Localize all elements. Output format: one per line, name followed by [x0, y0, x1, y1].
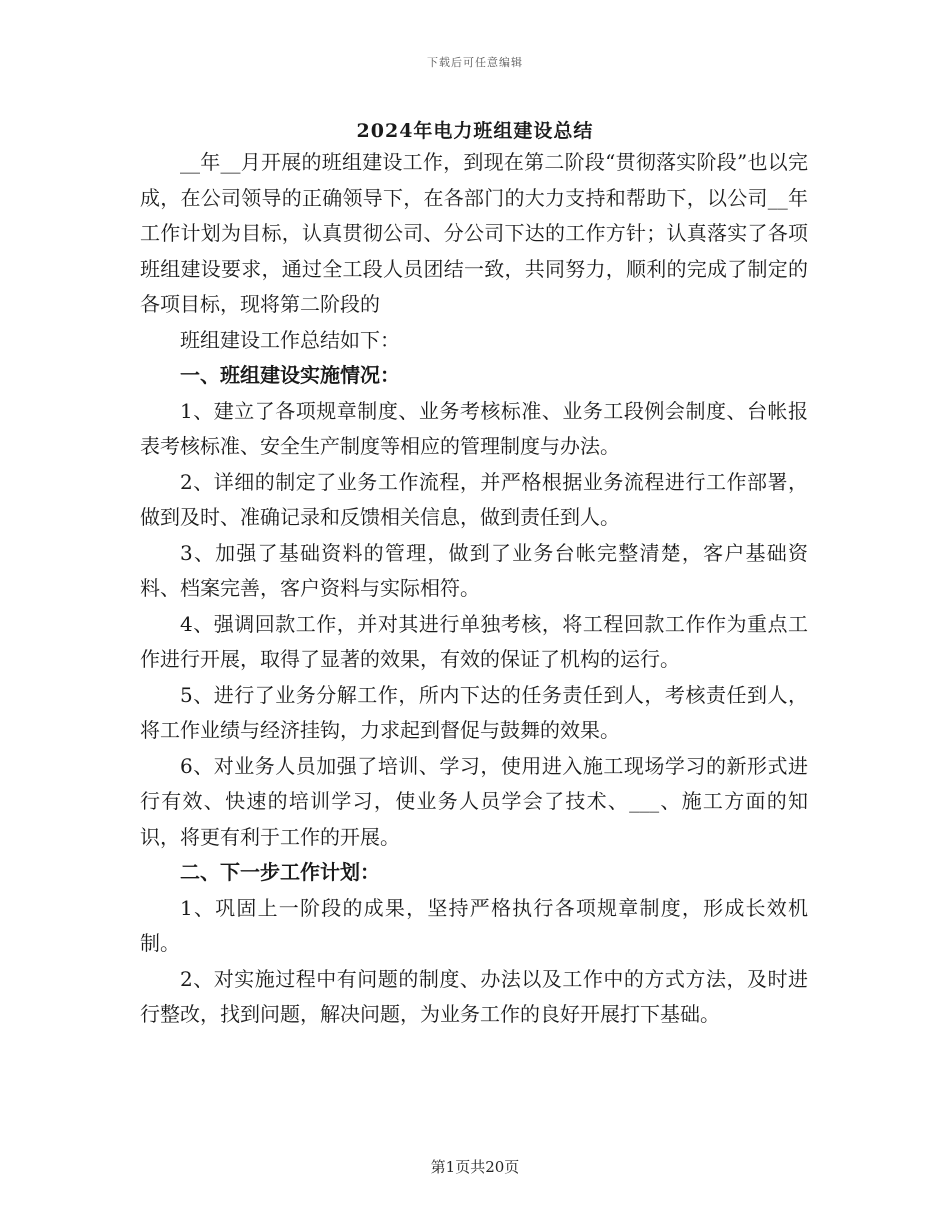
- section-2-heading: 二、下一步工作计划：: [180, 860, 380, 884]
- section-2-item: 1、巩固上一阶段的成果，坚持严格执行各项规章制度，形成长效机制。: [140, 895, 808, 955]
- document-body: [140, 145, 808, 1033]
- section-1-item: 6、对业务人员加强了培训、学习，使用进入施工现场学习的新形式进行有效、快速的培训学习，使业务人员学会了技术、___、施工方面的知识，将更有利于工作的开展。: [140, 753, 808, 849]
- section-1-heading: 一、班组建设实施情况：: [180, 363, 400, 387]
- section-2-item: 2、对实施过程中有问题的制度、办法以及工作中的方式方法，及时进行整改，找到问题，解决问题，为业务工作的良好开展打下基础。: [140, 966, 808, 1026]
- section-1-item: 2、详细的制定了业务工作流程，并严格根据业务流程进行工作部署，做到及时、准确记录和反馈相关信息，做到责任到人。: [140, 469, 808, 529]
- document-title: 2024年电力班组建设总结: [356, 120, 594, 142]
- page-header-note: 下载后可任意编辑: [427, 56, 523, 69]
- section-1-item: 3、加强了基础资料的管理，做到了业务台帐完整清楚，客户基础资料、档案完善，客户资料与实际相符。: [140, 540, 808, 600]
- intro-paragraph: __年__月开展的班组建设工作，到现在第二阶段“贯彻落实阶段”也以完成，在公司领导的正确领导下，在各部门的大力支持和帮助下，以公司__年工作计划为目标，认真贯彻公司、分公司下达的工作方针；认真落实了各项班组建设要求，通过全工段人员团结一致，共同努力，顺利的完成了制定的各项目标，现将第二阶段的: [140, 150, 808, 316]
- section-1-item: 1、建立了各项规章制度、业务考核标准、业务工段例会制度、台帐报表考核标准、安全生产制度等相应的管理制度与办法。: [140, 398, 808, 458]
- section-1-item: 5、进行了业务分解工作，所内下达的任务责任到人，考核责任到人，将工作业绩与经济挂钩，力求起到督促与鼓舞的效果。: [140, 682, 808, 742]
- section-1-item: 4、强调回款工作，并对其进行单独考核，将工程回款工作作为重点工作进行开展，取得了显著的效果，有效的保证了机构的运行。: [140, 611, 808, 671]
- intro-tail-paragraph: 班组建设工作总结如下：: [180, 327, 400, 352]
- page-number: 第1页共20页: [430, 1158, 520, 1176]
